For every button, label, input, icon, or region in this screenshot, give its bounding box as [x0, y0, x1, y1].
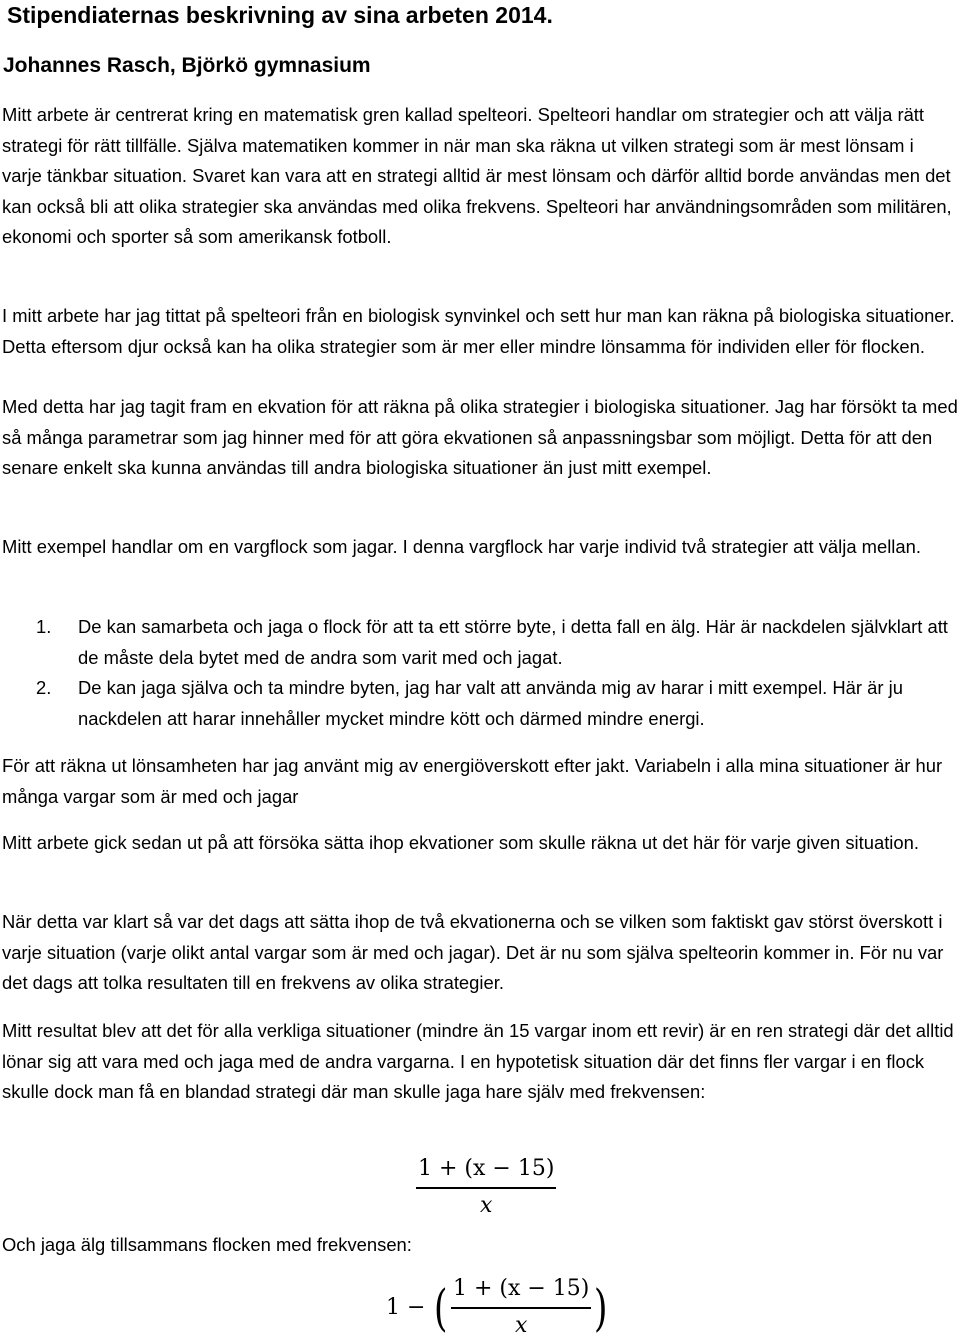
paragraph-result: Mitt resultat blev att det för alla verkliga situationer (mindre än 15 vargar inom ett revir) är en ren strategi där det alltid lönar sig att vara med och jaga med de andra vargarna. I en hypotetisk situation där det finns fler vargar i en flock skulle dock man få en blandad strategi där man skulle jaga hare själv med frekvensen:: [2, 1020, 954, 1102]
paragraph-game-theory: När detta var klart så var det dags att sätta ihop de två ekvationerna och se vilken som faktiskt gav störst överskott i varje situation (varje olikt antal vargar som är med och jagar). Det är nu som själva spelteorin kommer in. För nu var det dags att tolka resultaten till en frekvens av olika strategier.: [2, 911, 944, 993]
list-item-2: [2, 673, 958, 734]
list-number: 1.: [36, 616, 52, 637]
paragraph-biology: I mitt arbete har jag tittat på spelteori från en biologisk synvinkel och sett hur man kan räkna på biologiska situationer. Detta eftersom djur också kan ha olika strategier som är mer eller mindre lönsamma för individen eller för flocken.: [2, 305, 955, 357]
author-heading: Johannes Rasch, Björkö gymnasium: [3, 54, 371, 77]
formula-numerator: 1 + (x − 15): [418, 1156, 555, 1181]
formula-numerator: 1 + (x − 15): [452, 1276, 590, 1301]
list-number: 2.: [36, 677, 52, 698]
formula-moose-frequency: [386, 1274, 611, 1341]
formula-prefix: 1 −: [386, 1295, 426, 1320]
close-paren: ): [594, 1278, 608, 1337]
paragraph-work: Mitt arbete gick sedan ut på att försöka sätta ihop ekvationer som skulle räkna ut det här för varje given situation.: [2, 832, 919, 853]
list-text: De kan jaga själva och ta mindre byten, jag har valt att använda mig av harar i mitt exempel. Här är ju nackdelen att harar innehåller mycket mindre kött och därmed mindre energi.: [78, 677, 903, 729]
open-paren: (: [434, 1278, 449, 1337]
list-item-1: [2, 612, 958, 673]
paragraph-equation: Med detta har jag tagit fram en ekvation för att räkna på olika strategier i biologiska situationer. Jag har försökt ta med så många parametrar som jag hinner med för att göra ekvationen så anpassningsbar som möjligt. Detta för att den senare enkelt ska kunna användas till andra biologiska situationer än just mitt exempel.: [2, 396, 958, 478]
formula-denominator: x: [514, 1313, 528, 1338]
paragraph-moose: Och jaga älg tillsammans flocken med frekvensen:: [2, 1234, 412, 1255]
formula-denominator: x: [479, 1193, 493, 1218]
formula-hare-frequency: [416, 1154, 556, 1221]
document-title: Stipendiaternas beskrivning av sina arbeten 2014.: [7, 2, 553, 28]
paragraph-profit: För att räkna ut lönsamheten har jag använt mig av energiöverskott efter jakt. Variabeln i alla mina situationer är hur många vargar som är med och jagar: [2, 755, 943, 807]
paragraph-example: Mitt exempel handlar om en vargflock som jagar. I denna vargflock har varje individ två strategier att välja mellan.: [2, 536, 921, 557]
paragraph-intro: Mitt arbete är centrerat kring en matematisk gren kallad spelteori. Spelteori handlar om strategier och att välja rätt strategi för rätt tillfälle. Själva matematiken kommer in när man ska räkna ut vilken strategi som är mest lönsam i varje tänkbar situation. Svaret kan vara att en strategi alltid är mest lönsam och därför alltid borde användas men det kan också bli att olika strategier ska användas med olika frekvens. Spelteori har användningsområden som militären, ekonomi och sporter så som amerikansk fotboll.: [2, 104, 952, 247]
formula-fraction: [451, 1274, 591, 1341]
list-text: De kan samarbeta och jaga o flock för att ta ett större byte, i detta fall en älg. Här är nackdelen självklart att de måste dela bytet med de andra som varit med och jagat.: [78, 616, 948, 668]
